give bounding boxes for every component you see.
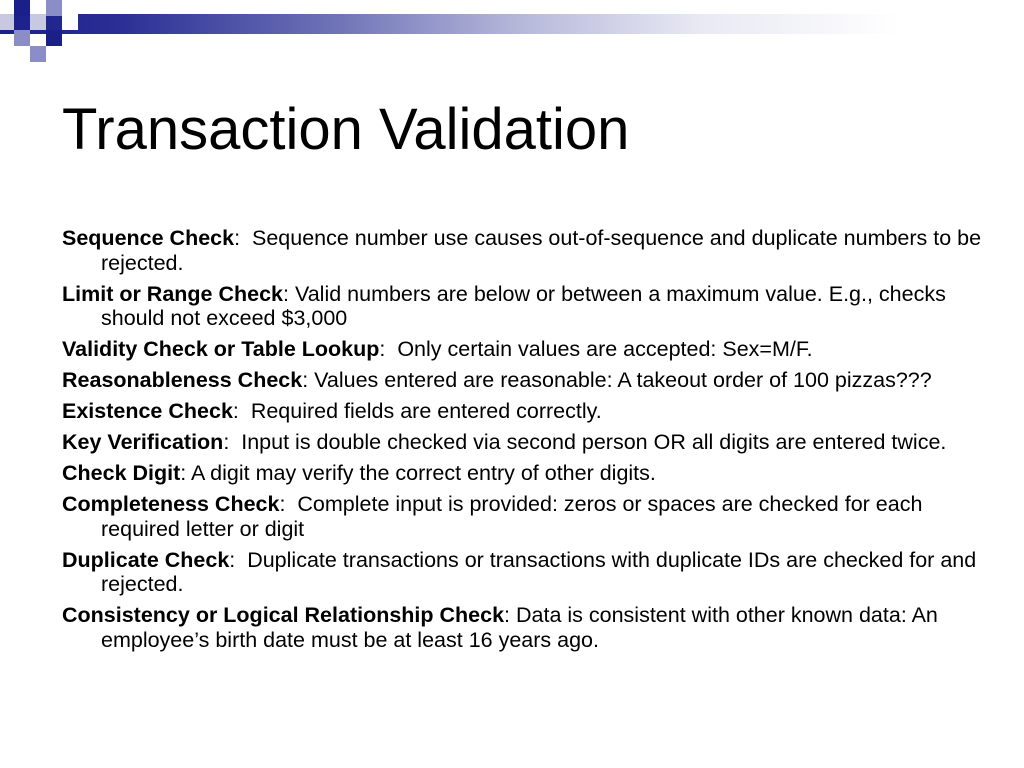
item-text: Required fields are entered correctly. xyxy=(250,399,602,423)
list-item xyxy=(62,461,982,486)
item-separator: : xyxy=(232,399,251,423)
decor-square xyxy=(14,30,30,46)
item-text: Data is consistent with other known data: An employee’s birth date must be at least 16 years ago. xyxy=(101,603,938,652)
item-term: Sequence Check xyxy=(62,226,235,250)
decor-square xyxy=(0,14,14,30)
list-item xyxy=(62,226,982,275)
header-gradient-bar xyxy=(0,14,1024,34)
item-text: A digit may verify the correct entry of other digits. xyxy=(191,461,656,485)
item-separator: : xyxy=(229,547,248,572)
item-separator: : xyxy=(504,603,516,627)
item-term: Existence Check xyxy=(62,399,233,423)
decor-square xyxy=(14,0,30,16)
list-item xyxy=(62,492,982,541)
item-term: Completeness Check xyxy=(62,492,280,516)
slide-title: Transaction Validation xyxy=(62,97,630,162)
list-item xyxy=(62,282,982,331)
item-term: Duplicate Check xyxy=(62,547,230,572)
item-term: Validity Check or Table Lookup xyxy=(62,337,380,361)
decor-square xyxy=(30,46,46,62)
decor-square xyxy=(30,14,46,30)
item-term: Reasonableness Check xyxy=(62,368,303,392)
item-separator: : xyxy=(379,337,398,361)
bullet-list xyxy=(62,226,982,659)
item-separator: : xyxy=(302,368,315,392)
list-item xyxy=(62,337,982,362)
decor-square xyxy=(46,0,62,16)
item-term: Key Verification xyxy=(62,430,224,454)
list-item xyxy=(62,399,982,424)
item-text: Input is double checked via second person OR all digits are entered twice. xyxy=(241,430,947,454)
item-separator: : xyxy=(180,461,192,485)
item-term: Consistency or Logical Relationship Check xyxy=(62,603,505,627)
list-item xyxy=(62,430,982,455)
item-text: Duplicate transactions or transactions with duplicate IDs are checked for and rejected. xyxy=(101,547,977,596)
item-text: Complete input is provided: zeros or spaces are checked for each required letter or digit xyxy=(101,492,923,541)
item-term: Limit or Range Check xyxy=(62,281,284,306)
item-text: Values entered are reasonable: A takeout order of 100 pizzas??? xyxy=(314,368,932,392)
list-item xyxy=(62,368,982,393)
item-text: Only certain values are accepted: Sex=M/F. xyxy=(397,337,813,361)
item-separator: : xyxy=(234,226,252,250)
item-term: Check Digit xyxy=(62,461,181,485)
item-separator: : xyxy=(223,430,242,454)
item-text: Sequence number use causes out-of-sequence and duplicate numbers to be rejected. xyxy=(101,226,982,275)
item-separator: : xyxy=(279,492,298,516)
item-separator: : xyxy=(283,281,295,306)
item-text: Valid numbers are below or between a maximum value. E.g., checks should not exceed $3,000 xyxy=(101,281,946,330)
decor-square xyxy=(46,30,62,46)
list-item xyxy=(62,548,982,597)
decor-square xyxy=(62,14,78,30)
list-item xyxy=(62,603,982,652)
